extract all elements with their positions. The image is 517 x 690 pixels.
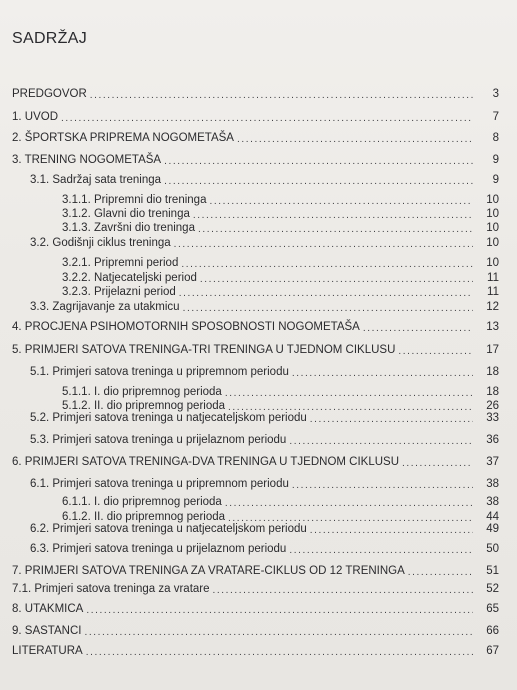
toc-entry-page: 10 [486, 257, 499, 269]
toc-entry-title: 5.1.2. II. dio pripremnog perioda [62, 400, 226, 412]
toc-entry-page: 17 [486, 344, 499, 356]
toc-entry-title: 9. SASTANCI [12, 625, 82, 637]
toc-entry-title: 5. PRIMJERI SATOVA TRENINGA-TRI TRENINGA U TJEDNOM CIKLUSU [12, 344, 396, 356]
toc-entry-page: 10 [486, 237, 499, 249]
toc-leader-dots [310, 414, 473, 425]
toc-entry-title: 3.2.1. Pripremni period [62, 257, 179, 269]
toc-entry-page: 38 [486, 496, 499, 508]
toc-entry-title: 3.1.1. Pripremni dio treninga [62, 194, 207, 206]
toc-entry-3-2-1 [62, 256, 499, 270]
toc-leader-dots [183, 303, 473, 314]
toc-leader-dots [292, 480, 473, 491]
toc-leader-dots [193, 210, 473, 221]
toc-entry-3-1-3 [62, 221, 499, 235]
toc-leader-dots [174, 239, 473, 250]
toc-entry-page: 18 [486, 386, 499, 398]
toc-entry-page: 38 [486, 478, 499, 490]
toc-entry-title: 4. PROCJENA PSIHOMOTORNIH SPOSOBNOSTI NOGOMETAŠA [12, 321, 360, 333]
toc-entry-predgovor [12, 87, 499, 101]
toc-entry-title: 7.1. Primjeri satova treninga za vratare [12, 583, 210, 595]
toc-entry-3-2-3 [62, 285, 499, 299]
toc-entry-3-3 [30, 300, 499, 314]
toc-entry-title: 1. UVOD [12, 111, 59, 123]
toc-leader-dots [61, 113, 473, 124]
toc-leader-dots [310, 525, 473, 536]
toc-entry-6-3 [30, 542, 499, 556]
toc-entry-trening [12, 153, 499, 167]
toc-leader-dots [86, 605, 473, 616]
toc-entry-page: 49 [486, 523, 499, 535]
toc-entry-page: 44 [486, 511, 499, 523]
toc-leader-dots [90, 90, 473, 101]
toc-leader-dots [402, 458, 473, 469]
toc-entry-page: 11 [487, 286, 499, 298]
toc-entry-page: 65 [486, 603, 499, 615]
toc-leader-dots [213, 585, 473, 596]
toc-entry-primjeri-tri [12, 343, 499, 357]
toc-entry-title: 3.2.3. Prijelazni period [62, 286, 176, 298]
toc-entry-page: 12 [486, 301, 499, 313]
toc-entry-3-1-2 [62, 207, 499, 221]
toc-entry-title: 3.2.2. Natjecateljski period [62, 272, 197, 284]
toc-leader-dots [292, 368, 473, 379]
toc-entry-5-2 [30, 411, 499, 425]
toc-entry-title: 7. PRIMJERI SATOVA TRENINGA ZA VRATARE-CIKLUS OD 12 TRENINGA [12, 565, 405, 577]
toc-entry-3-1-1 [62, 193, 499, 207]
toc-entry-title: 6.1. Primjeri satova treninga u pripremnom periodu [30, 478, 289, 490]
toc-entry-title: 8. UTAKMICA [12, 603, 84, 615]
page-title: SADRŽAJ [12, 30, 87, 47]
toc-entry-page: 18 [486, 366, 499, 378]
toc-entry-3-2-2 [62, 271, 499, 285]
toc-leader-dots [363, 323, 473, 334]
toc-entry-7-1 [12, 582, 499, 596]
toc-leader-dots [225, 388, 473, 399]
toc-entry-procjena [12, 320, 499, 334]
toc-leader-dots [289, 436, 473, 447]
toc-entry-title: 5.1.1. I. dio pripremnog perioda [62, 386, 222, 398]
toc-entry-page: 10 [486, 222, 499, 234]
toc-entry-page: 11 [487, 272, 499, 284]
toc-entry-page: 33 [486, 412, 499, 424]
toc-entry-5-3 [30, 433, 499, 447]
toc-leader-dots [237, 134, 473, 145]
toc-leader-dots [200, 274, 473, 285]
toc-entry-page: 37 [486, 456, 499, 468]
toc-entry-utakmica [12, 602, 499, 616]
toc-entry-literatura [12, 644, 499, 658]
toc-entry-title: 3. TRENING NOGOMETAŠA [12, 154, 162, 166]
toc-entry-page: 36 [486, 434, 499, 446]
toc-entry-title: 6. PRIMJERI SATOVA TRENINGA-DVA TRENINGA U TJEDNOM CIKLUSU [12, 456, 400, 468]
toc-entry-page: 10 [486, 194, 499, 206]
toc-entry-6-1 [30, 477, 499, 491]
toc-entry-page: 66 [486, 625, 499, 637]
toc-entry-page: 67 [486, 645, 499, 657]
toc-entry-3-1 [30, 173, 499, 187]
toc-entry-primjeri-vratare [12, 564, 499, 578]
toc-entry-page: 7 [492, 111, 499, 123]
toc-entry-title: 3.1.3. Završni dio treninga [62, 222, 195, 234]
toc-entry-page: 10 [486, 208, 499, 220]
toc-entry-3-2 [30, 236, 499, 250]
toc-entry-title: 6.1.2. II. dio pripremnog perioda [62, 511, 226, 523]
toc-entry-title: 6.1.1. I. dio pripremnog perioda [62, 496, 222, 508]
toc-entry-title: 5.2. Primjeri satova treninga u natjecateljskom periodu [30, 412, 307, 424]
toc-leader-dots [179, 288, 473, 299]
toc-entry-title: LITERATURA [12, 645, 83, 657]
toc-entry-title: 3.1. Sadržaj sata treninga [30, 174, 162, 186]
toc-leader-dots [209, 196, 473, 207]
toc-leader-dots [225, 498, 473, 509]
toc-entry-page: 9 [492, 154, 499, 166]
toc-entry-title: 2. ŠPORTSKA PRIPREMA NOGOMETAŠA [12, 132, 234, 144]
toc-leader-dots [398, 346, 473, 357]
toc-entry-title: 6.2. Primjeri satova treninga u natjecateljskom periodu [30, 523, 307, 535]
toc-entry-page: 9 [492, 174, 499, 186]
toc-entry-page: 50 [486, 543, 499, 555]
toc-entry-5-1-1 [62, 385, 499, 399]
toc-leader-dots [164, 176, 473, 187]
toc-entry-sportska-priprema [12, 131, 499, 145]
toc-leader-dots [289, 545, 473, 556]
toc-leader-dots [164, 156, 473, 167]
toc-entry-page: 52 [486, 583, 499, 595]
toc-entry-title: 3.3. Zagrijavanje za utakmicu [30, 301, 180, 313]
toc-entry-page: 26 [486, 400, 499, 412]
toc-entry-title: PREDGOVOR [12, 88, 87, 100]
toc-entry-6-1-1 [62, 495, 499, 509]
toc-leader-dots [181, 259, 473, 270]
toc-entry-6-2 [30, 522, 499, 536]
toc-entry-page: 13 [486, 321, 499, 333]
toc-entry-page: 3 [492, 88, 499, 100]
toc-leader-dots [408, 567, 473, 578]
toc-entry-title: 3.1.2. Glavni dio treninga [62, 208, 190, 220]
toc-leader-dots [86, 647, 473, 658]
toc-entry-title: 5.3. Primjeri satova treninga u prijelaznom periodu [30, 434, 287, 446]
toc-entry-title: 5.1. Primjeri satova treninga u pripremnom periodu [30, 366, 289, 378]
toc-leader-dots [84, 627, 473, 638]
toc-entry-primjeri-dva [12, 455, 499, 469]
toc-entry-title: 6.3. Primjeri satova treninga u prijelaznom periodu [30, 543, 287, 555]
toc-entry-uvod [12, 110, 499, 124]
toc-entry-5-1 [30, 365, 499, 379]
toc-entry-page: 8 [492, 132, 499, 144]
toc-entry-title: 3.2. Godišnji ciklus treninga [30, 237, 171, 249]
toc-entry-page: 51 [486, 565, 499, 577]
toc-leader-dots [198, 224, 473, 235]
toc-entry-sastanci [12, 624, 499, 638]
